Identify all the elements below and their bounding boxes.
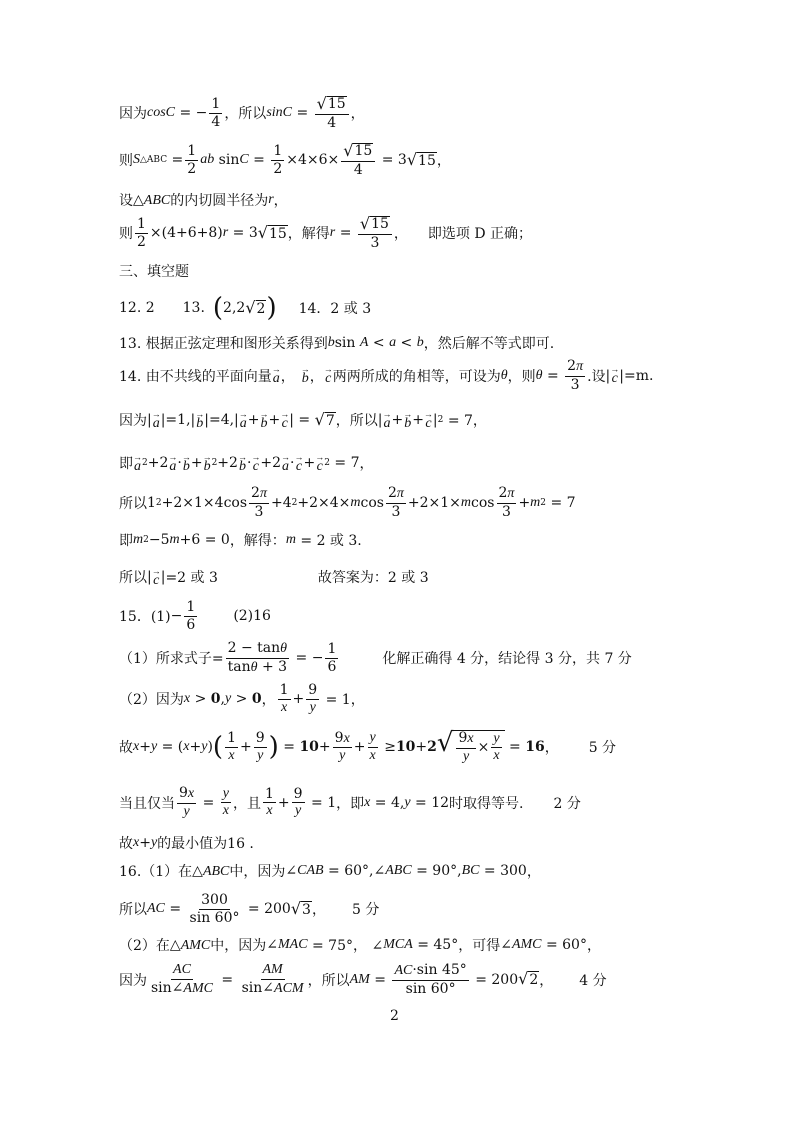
text: 中，因为 [210, 938, 267, 954]
text: = 2 或 3. [300, 533, 362, 549]
text: ，可得 [458, 938, 501, 954]
text: ， [436, 153, 451, 170]
text: 时取得等号. [449, 795, 524, 812]
text: ，所以 [224, 106, 267, 123]
text: 13. 根据正弦定理和图形关系得到 [119, 336, 328, 352]
explain-15-1: （1）所求式子= $\frac{2 - \tan\theta}{\tan\theta + 3}$ = − $\frac{1}{6}$ 化解正确得 4 分，结论得 3 分，共 7 分 [119, 640, 632, 675]
explain-16-2-line2: 因为 $\frac{AC}{\text{sin∠AMC}}$ = $\frac{AM}{\text{sin∠ACM}}$ ，所以 AM = $\frac{AC\cdot\sin 45^\circ}{\sin 60^\circ}$ = 200 √ 2 ， 4 分 [119, 962, 607, 997]
text: 即 [119, 456, 133, 473]
text: ， [273, 193, 288, 209]
text: 5 分 [588, 740, 617, 757]
text: 所以 [119, 495, 147, 512]
explain-14-line4: 所以 1 2 +2×1×4cos $\frac{2\pi}{3}$ +4 2 +2×4× m cos $\frac{2\pi}{3}$ +2×1× m cos $\frac{2\pi}{3}$ + m 2 = 7 [119, 485, 576, 520]
text: 15．(1) [119, 609, 171, 626]
page-number: 2 [390, 1008, 399, 1024]
text: 12. 2 [119, 300, 155, 316]
text: .设 [587, 368, 606, 385]
text: ， [586, 938, 601, 954]
text: 故 [119, 740, 133, 757]
text: ， [539, 972, 554, 989]
text: ，且 [233, 795, 261, 812]
text: ， [261, 692, 276, 709]
text: 13. [182, 300, 205, 316]
explain-14-line2: 因为 | → a |=1,| → b |=4,| → a + → b + → c | = √ 7 ，所以 | → a + → b + → c | 2 = 7， [119, 409, 487, 432]
text: 因为 [119, 972, 147, 989]
text: ，即 [336, 795, 365, 812]
text: 故答案为：2 或 3 [317, 570, 429, 587]
text: 所以 [119, 570, 147, 587]
text: ， [544, 740, 559, 757]
section-heading [119, 261, 189, 281]
text: 的内切圆半径为 [170, 193, 269, 209]
text: = 7， [447, 413, 487, 430]
text: 因为 [119, 106, 147, 123]
text: ， [350, 106, 365, 123]
text: ，所以 [307, 972, 350, 989]
explain-16-2-line1: （2）在 △AMC 中，因为 ∠ MAC = 75°， ∠ MCA = 45° ，可得 ∠ AMC = 60° ， [119, 937, 601, 954]
answers-15: 15．(1) − $\frac{1}{6}$ (2)16 [119, 599, 271, 633]
text: 则 [119, 226, 133, 243]
explain-16-1-line2: 所以 AC = $\frac{300}{\sin 60^\circ}$ = 200 √ 3 ， 5 分 [119, 892, 380, 926]
text: 即选项 D 正确； [427, 226, 533, 243]
explain-13: 13. 根据正弦定理和图形关系得到 b sin A < a < b ，然后解不等式即可. [119, 335, 555, 352]
text: ，则 [507, 368, 536, 385]
text: =2 或 3 [165, 570, 218, 587]
explain-16-1-line1: 16.（1）在 △ABC 中，因为 ∠ CAB = 60°,∠ ABC = 90°, BC = 300 ， [119, 863, 541, 880]
text: ， [359, 456, 374, 473]
line-incircle: 设 △ABC 的内切圆半径为 r ， [119, 192, 288, 209]
explain-15-2-line3: 当且仅当 $\frac{9x}{y}$ = $\frac{y}{x}$ ，且 $\frac{1}{x}$ + $\frac{9}{y}$ = 1 ，即 x = 4, y = 12 时取得等号. 2 分 [119, 785, 581, 819]
text: (2)16 [233, 608, 271, 625]
text: ， [311, 902, 326, 919]
text: 4 分 [579, 972, 607, 989]
text: 所以 [119, 902, 147, 919]
text: 当且仅当 [119, 795, 175, 812]
text: 设 [119, 193, 133, 209]
text: （2）在 [119, 938, 170, 954]
text: 即 [119, 533, 133, 549]
text: 5 分 [351, 902, 380, 919]
text: （1）所求式子= [119, 651, 224, 668]
explain-14-line6: 所以 | → c | =2 或 3 故答案为：2 或 3 [119, 566, 429, 589]
text: ，解得： [229, 533, 286, 549]
text: 则 [119, 153, 133, 170]
text: ，然后解不等式即可. [423, 336, 555, 352]
text: 2 分 [553, 795, 581, 812]
explain-14-line1: 14. 由不共线的平面向量 → a ， → b ， → c 两两所成的角相等，可设为 θ ，则 θ = $\frac{2\pi}{3}$ .设 | → c | =m. [119, 358, 654, 393]
text: （2）因为 [119, 692, 184, 709]
text: 的最小值为16 . [157, 836, 254, 852]
text: =m. [623, 367, 654, 384]
explain-15-2-line1: （2）因为 x > 0 , y > 0 ， $\frac{1}{x}$ + $\frac{9}{y}$ = 1， [119, 682, 365, 715]
text: ， [393, 226, 408, 243]
text: ， [526, 864, 541, 880]
text: 14．2 或 3 [298, 301, 372, 317]
text: ，解得 [287, 226, 330, 243]
text: 14. 由不共线的平面向量 [119, 368, 272, 385]
text: 化解正确得 4 分，结论得 3 分，共 7 分 [382, 651, 632, 668]
explain-15-2-line4: 故 x + y 的最小值为16 . [119, 835, 254, 852]
line-area: 则 S △ABC = $\frac{1}{2}$ ab sin C = $\frac{1}{2}$ ×4×6× √ 15 4 = 3 √ 15 ， [119, 141, 451, 178]
text: 因为 [119, 413, 147, 430]
text: 两两所成的角相等，可设为 [332, 368, 501, 385]
line-cosC: 因为 cos C = − $\frac{1}{4}$ ，所以 sin C = √ 15 4 ， [119, 94, 365, 131]
answers-12-14: 12. 2 13. ( 2,2 √ 2 ) 14．2 或 3 [119, 293, 372, 323]
text: ，所以 [335, 413, 378, 430]
explain-15-2-line2: 故 x + y = ( x + y ) ( $\frac{1}{x}$ + $\frac{9}{y}$ ) = 10 + $\frac{9x}{y}$ + $\frac{y}{x}$ ≥ 10 + 2 √ $\frac{9x}{y}$ × $\frac{y}{x}$ = 16 ， 5 分 [119, 728, 617, 764]
text: 16.（1）在 [119, 864, 193, 880]
line-solve-r: 则 $\frac{1}{2}$ ×(4+6+8) r = 3 √ 15 ，解得 r = √ 15 3 ， 即选项 D 正确； [119, 214, 533, 251]
explain-14-line3: 即 → a 2 +2 → a · → b + → b 2 +2 → b · → c +2 → a · → c + → c 2 = 7 ， [119, 452, 374, 475]
text: 中，因为 [229, 864, 286, 880]
section-title: 三、填空题 [119, 264, 189, 280]
explain-14-line5: 即 m 2 −5 m +6 = 0 ，解得： m = 2 或 3. [119, 532, 362, 549]
text: 故 [119, 836, 133, 852]
